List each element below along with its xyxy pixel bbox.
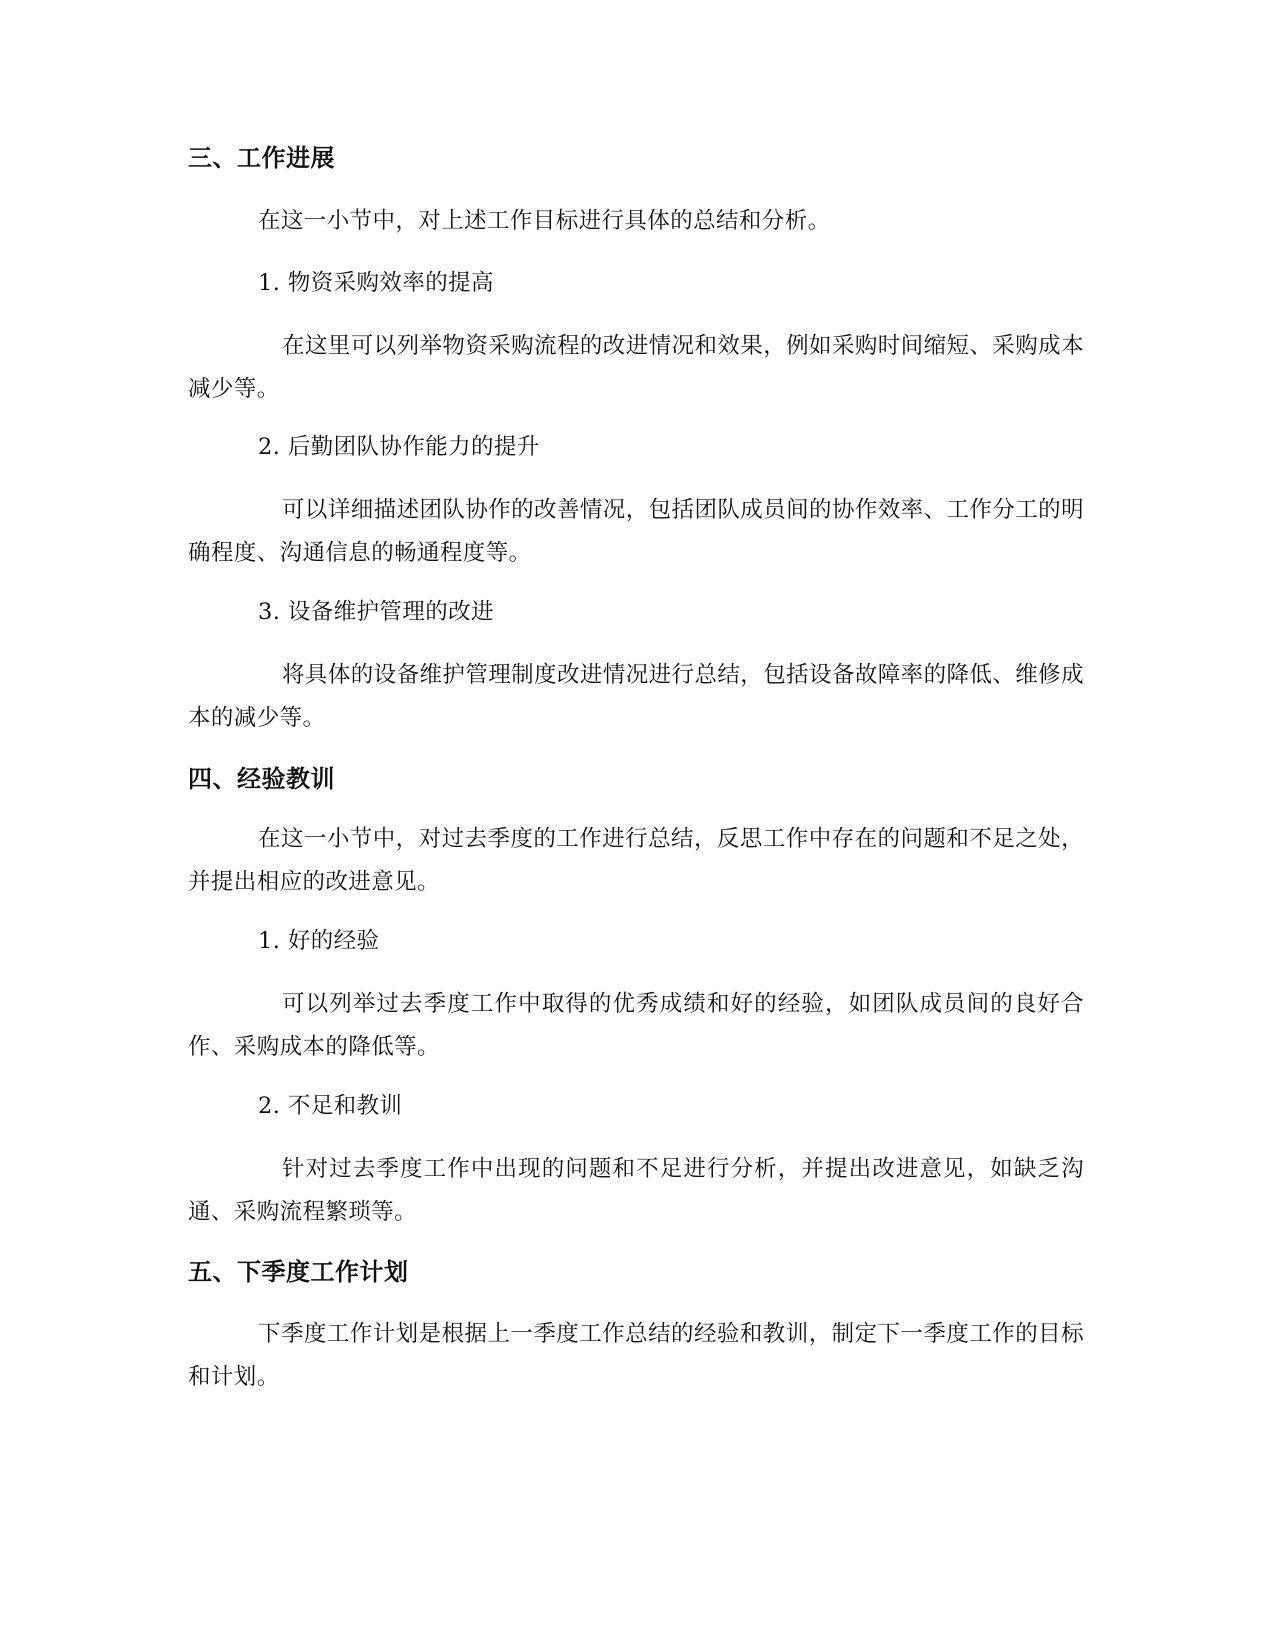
item-title: 2. 不足和教训 (258, 1093, 403, 1119)
section-intro: 在这一小节中，对过去季度的工作进行总结，反思工作中存在的问题和不足之处，并提出相应的改进意见。 (188, 826, 1084, 895)
item-body: 在这里可以列举物资采购流程的改进情况和效果，例如采购时间缩短、采购成本减少等。 (188, 333, 1084, 402)
section-intro: 下季度工作计划是根据上一季度工作总结的经验和教训，制定下一季度工作的目标和计划。 (188, 1321, 1084, 1390)
item-body: 针对过去季度工作中出现的问题和不足进行分析，并提出改进意见，如缺乏沟通、采购流程繁琐等。 (188, 1156, 1084, 1225)
item-title: 2. 后勤团队协作能力的提升 (258, 434, 540, 460)
section-heading: 四、经验教训 (188, 765, 335, 793)
item-title: 1. 好的经验 (258, 928, 380, 954)
item-body: 可以详细描述团队协作的改善情况，包括团队成员间的协作效率、工作分工的明确程度、沟通信息的畅通程度等。 (188, 497, 1084, 566)
section-heading: 三、工作进展 (188, 144, 335, 172)
section-intro: 在这一小节中，对上述工作目标进行具体的总结和分析。 (258, 208, 831, 234)
item-body: 可以列举过去季度工作中取得的优秀成绩和好的经验，如团队成员间的良好合作、采购成本的降低等。 (188, 991, 1084, 1060)
item-title: 1. 物资采购效率的提高 (258, 270, 494, 296)
item-title: 3. 设备维护管理的改进 (258, 599, 494, 625)
section-heading: 五、下季度工作计划 (188, 1258, 409, 1286)
item-body: 将具体的设备维护管理制度改进情况进行总结，包括设备故障率的降低、维修成本的减少等。 (188, 662, 1084, 731)
